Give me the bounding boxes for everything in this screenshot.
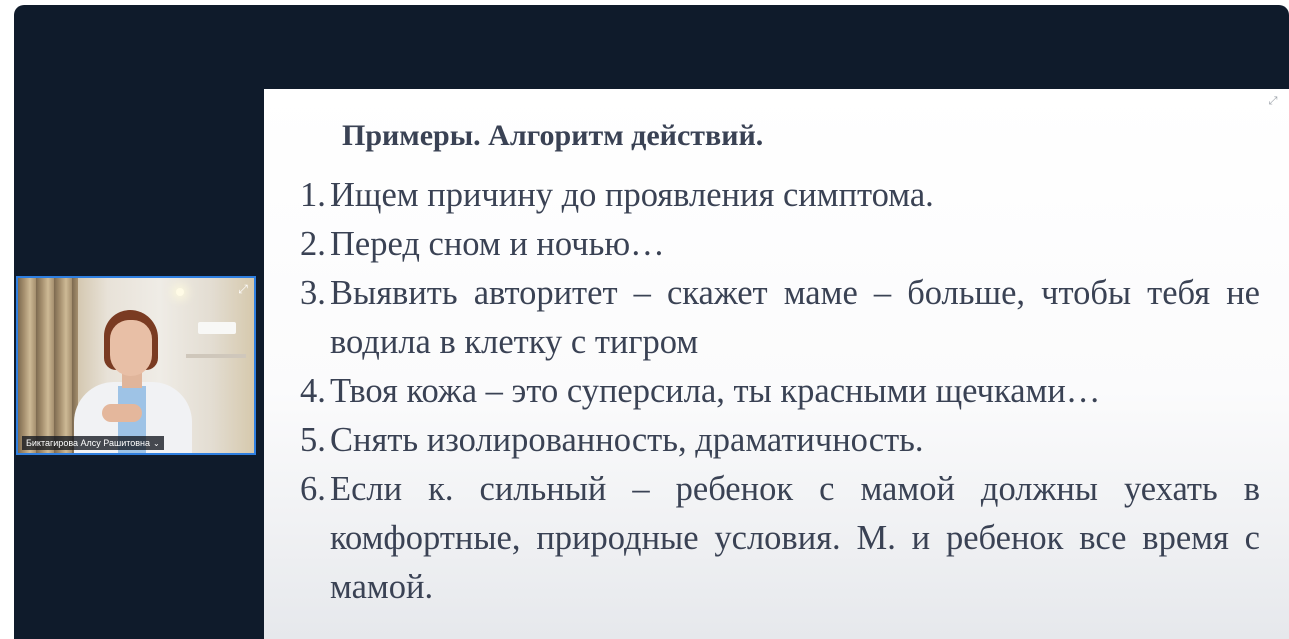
item-text: Выявить авторитет – скажет маме – больше, чтобы тебя не водила в клетку с тигром <box>330 274 1260 361</box>
participant-name-label[interactable] <box>22 436 164 450</box>
participant-video <box>68 306 198 455</box>
meeting-window <box>14 5 1289 639</box>
slide-list-item <box>300 171 1260 220</box>
chevron-down-icon[interactable]: ⌄ <box>153 439 160 448</box>
video-background <box>198 322 236 334</box>
item-number: 3. <box>300 274 326 312</box>
shared-screen-slide <box>264 89 1289 639</box>
item-text: Если к. сильный – ребенок с мамой должны уехать в комфортные, природные условия. М. и ребенок все время с мамой. <box>330 470 1260 606</box>
participant-name: Биктагирова Алсу Рашитовна <box>26 438 151 448</box>
item-text: Перед сном и ночью… <box>330 225 665 263</box>
item-text: Твоя кожа – это суперсила, ты красными щечками… <box>330 372 1101 410</box>
item-number: 5. <box>300 421 326 459</box>
slide-list-item <box>300 465 1260 612</box>
slide-list-item <box>300 220 1260 269</box>
slide-list <box>300 171 1260 612</box>
video-background <box>176 288 184 296</box>
fullscreen-icon[interactable]: ⤢ <box>1268 94 1278 107</box>
slide-title: Примеры. Алгоритм действий. <box>342 119 764 152</box>
item-number: 2. <box>300 225 326 263</box>
slide-list-item <box>300 367 1260 416</box>
fullscreen-icon[interactable]: ⤢ <box>238 282 248 296</box>
slide-list-item <box>300 416 1260 465</box>
slide-list-item <box>300 269 1260 367</box>
item-number: 4. <box>300 372 326 410</box>
item-text: Ищем причину до проявления симптома. <box>330 176 934 214</box>
item-number: 6. <box>300 470 326 508</box>
participant-video-tile[interactable] <box>16 276 256 455</box>
item-number: 1. <box>300 176 326 214</box>
item-text: Снять изолированность, драматичность. <box>330 421 924 459</box>
